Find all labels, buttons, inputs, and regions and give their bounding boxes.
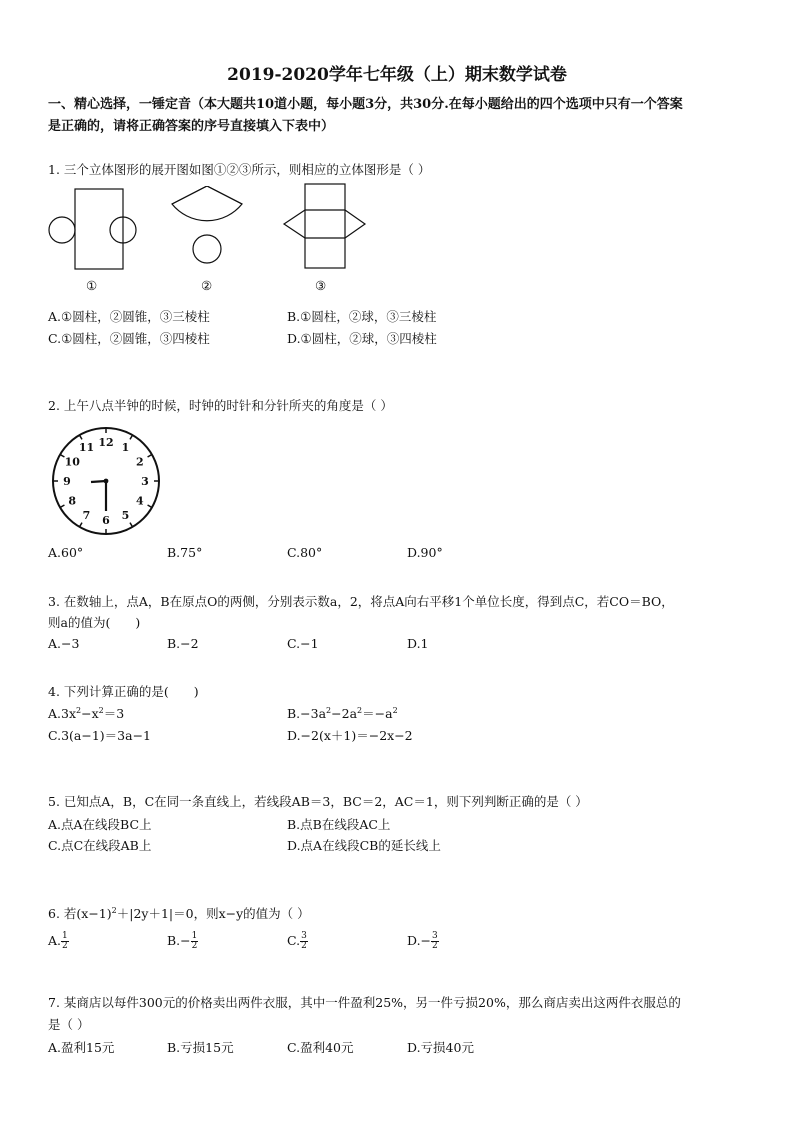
q3-stem-line1: 3. 在数轴上，点A，B在原点O的两侧，分别表示数a，2，将点A向右平移1个单位长度，得到点C，若CO＝BO， xyxy=(48,594,674,609)
q4-option-d[interactable]: D.−2(x＋1)＝−2x−2 xyxy=(287,728,413,743)
q5-option-b[interactable]: B.点B在线段AC上 xyxy=(287,817,391,832)
q1-stem: 1. 三个立体图形的展开图如图①②③所示，则相应的立体图形是（ ） xyxy=(48,162,431,177)
clock-tick xyxy=(60,505,64,508)
q2-option-a[interactable]: A.60° xyxy=(48,545,84,560)
clock-tick xyxy=(130,523,133,527)
q3-option-d[interactable]: D.1 xyxy=(407,636,429,651)
q1-option-b[interactable]: B.①圆柱，②球，③三棱柱 xyxy=(287,309,437,324)
q1-option-d[interactable]: D.①圆柱，②球，③四棱柱 xyxy=(287,331,437,346)
q5-option-a[interactable]: A.点A在线段BC上 xyxy=(48,817,152,832)
q4-option-c[interactable]: C.3(a−1)＝3a−1 xyxy=(48,728,152,743)
clock-number: 11 xyxy=(78,441,95,455)
clock-number: 10 xyxy=(64,455,80,469)
clock-number: 5 xyxy=(121,508,130,522)
q7-option-c[interactable]: C.盈利40元 xyxy=(287,1040,354,1055)
clock-number: 1 xyxy=(121,441,130,455)
clock-number: 7 xyxy=(82,508,91,522)
q3-option-c[interactable]: C.−1 xyxy=(287,636,319,651)
q2-stem: 2. 上午八点半钟的时候，时钟的时针和分针所夹的角度是（ ） xyxy=(48,398,393,413)
q1-figure-2-cone-net xyxy=(166,186,250,270)
q6-option-a[interactable]: A. $\frac{1}{2}$ xyxy=(48,931,68,951)
q2-option-d[interactable]: D.90° xyxy=(407,545,443,560)
q3-stem-line2: 则a的值为( ) xyxy=(48,615,141,630)
q1-figure-3-prism-net xyxy=(280,182,368,270)
q7-option-b[interactable]: B.亏损15元 xyxy=(167,1040,234,1055)
q7-option-a[interactable]: A.盈利15元 xyxy=(48,1040,115,1055)
q1-fig-label-2: ② xyxy=(201,278,213,293)
clock-figure xyxy=(50,425,162,537)
q6-stem: 6. 若$(x-1)^2+|2y+1|=0$，则x−y的值为（ ） xyxy=(48,905,310,921)
q6-option-c[interactable]: C. $\frac{3}{2}$ xyxy=(287,931,307,951)
q5-stem: 5. 已知点A，B，C在同一条直线上，若线段AB＝3，BC＝2，AC＝1，则下列判断正确的是（ ） xyxy=(48,794,588,809)
clock-number: 6 xyxy=(102,514,110,527)
q4-option-b[interactable]: $B.-3a^2-2a^2=-a^2$ xyxy=(287,705,398,721)
clock-tick xyxy=(148,455,152,458)
clock-number: 12 xyxy=(98,436,114,449)
q5-option-c[interactable]: C.点C在线段AB上 xyxy=(48,838,152,853)
clock-number: 3 xyxy=(141,475,149,488)
section-heading-line2: 是正确的，请将正确答案的序号直接填入下表中） xyxy=(48,119,335,134)
q1-fig-label-3: ③ xyxy=(315,278,327,293)
q2-option-c[interactable]: C.80° xyxy=(287,545,323,560)
q7-stem-line1: 7. 某商店以每件300元的价格卖出两件衣服，其中一件盈利25%，另一件亏损20%，那么商店卖出这两件衣服总的 xyxy=(48,995,681,1010)
clock-tick xyxy=(80,523,83,527)
q5-option-d[interactable]: D.点A在线段CB的延长线上 xyxy=(287,838,441,853)
q1-fig-label-1: ① xyxy=(86,278,98,293)
clock-number: 2 xyxy=(135,455,144,469)
clock-tick xyxy=(80,435,83,439)
clock-number: 9 xyxy=(63,475,71,488)
page-title: 2019-2020学年七年级（上）期末数学试卷 xyxy=(227,65,567,85)
q4-stem: 4. 下列计算正确的是( ) xyxy=(48,684,199,699)
q1-option-a[interactable]: A.①圆柱，②圆锥，③三棱柱 xyxy=(48,309,210,324)
q7-option-d[interactable]: D.亏损40元 xyxy=(407,1040,474,1055)
q7-stem-line2: 是（ ） xyxy=(48,1017,90,1032)
clock-number: 8 xyxy=(68,494,77,508)
q4-option-a[interactable]: $A.3x^2-x^2=3$ xyxy=(48,705,125,721)
q3-option-a[interactable]: A.−3 xyxy=(48,636,80,651)
q1-option-c[interactable]: C.①圆柱，②圆锥，③四棱柱 xyxy=(48,331,210,346)
clock-number: 4 xyxy=(135,494,144,508)
clock-tick xyxy=(130,435,133,439)
section-heading-line1: 一、精心选择，一锤定音（本大题共10道小题，每小题3分，共30分.在每小题给出的四个选项中只有一个答案 xyxy=(48,97,683,112)
clock-tick xyxy=(148,505,152,508)
q6-option-b[interactable]: B.− $\frac{1}{2}$ xyxy=(167,931,198,951)
q3-option-b[interactable]: B.−2 xyxy=(167,636,199,651)
q6-option-d[interactable]: D.− $\frac{3}{2}$ xyxy=(407,931,438,951)
q2-option-b[interactable]: B.75° xyxy=(167,545,203,560)
q1-figure-1-cylinder-net xyxy=(44,184,140,274)
